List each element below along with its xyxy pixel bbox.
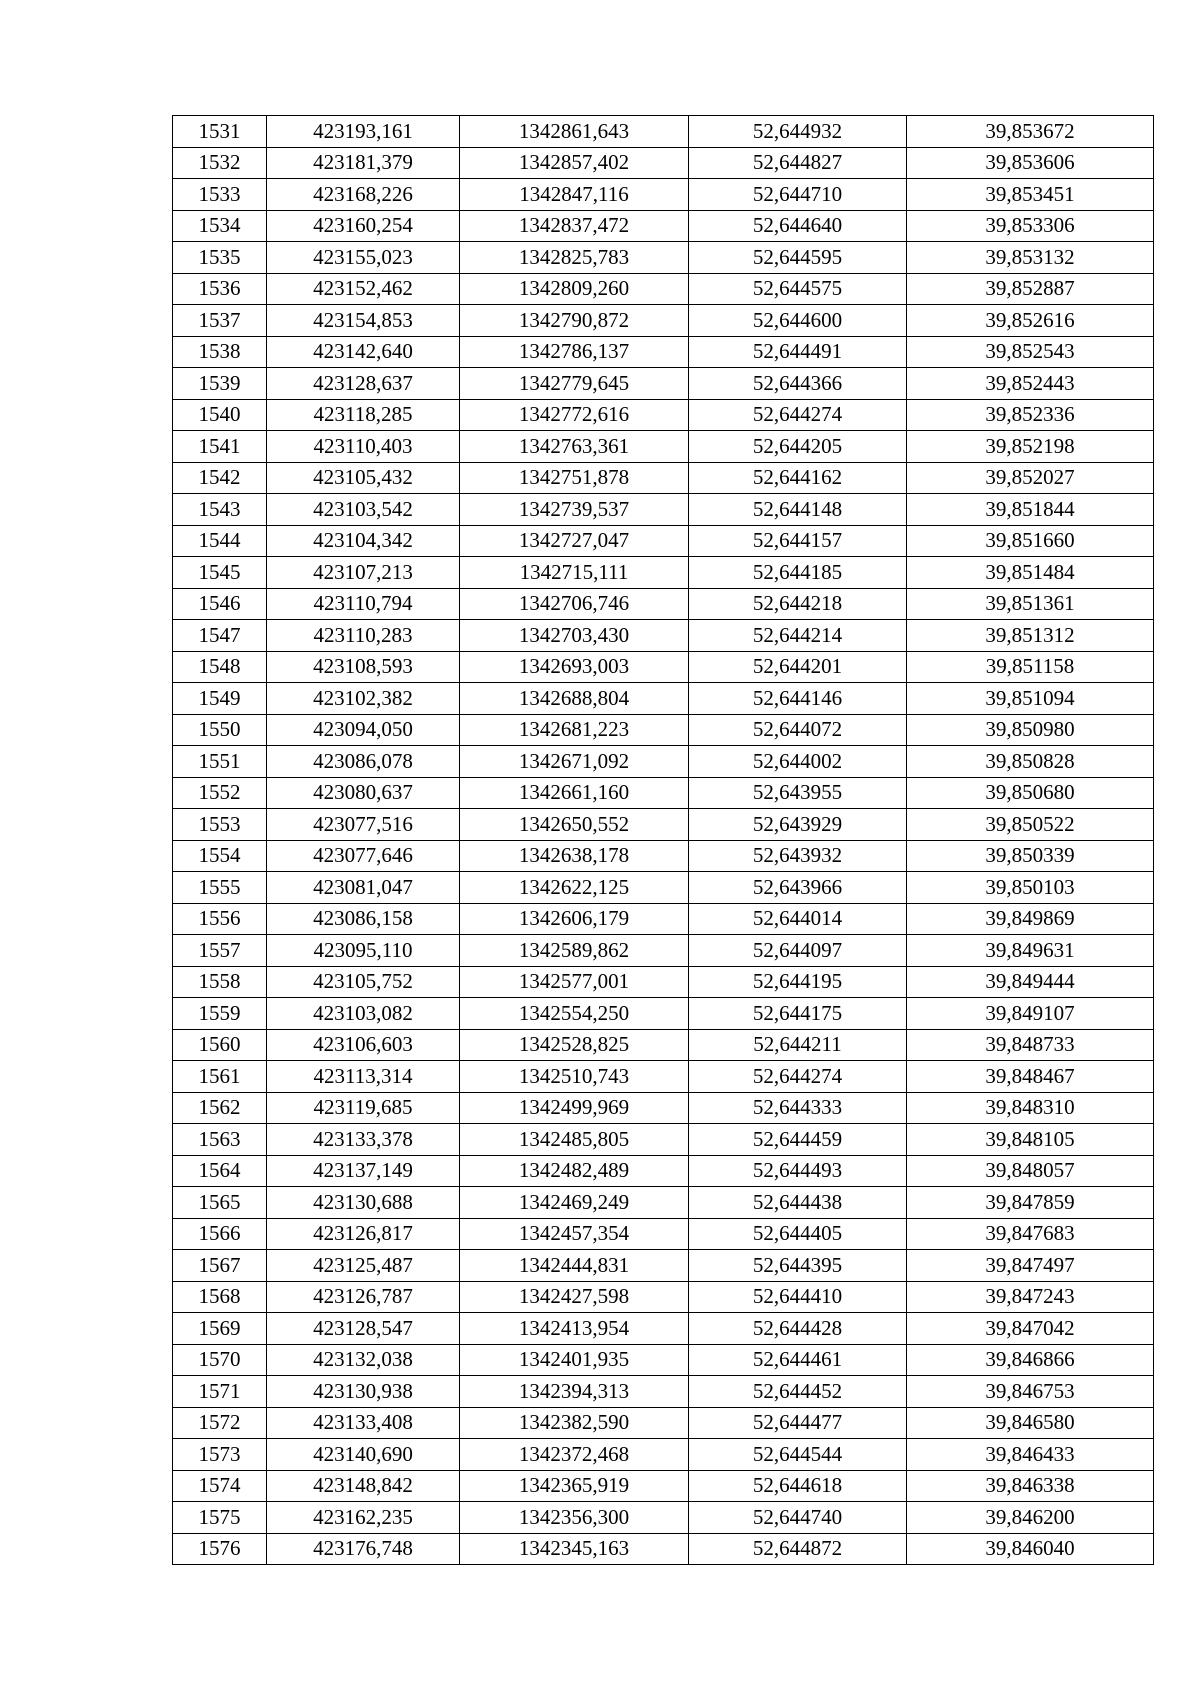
point-number-cell: 1550	[173, 714, 267, 746]
x-coordinate-cell: 423094,050	[267, 714, 460, 746]
table-row	[173, 1313, 1154, 1345]
x-coordinate-cell: 423148,842	[267, 1470, 460, 1502]
x-coordinate-cell: 423130,938	[267, 1376, 460, 1408]
latitude-cell: 52,644162	[689, 462, 907, 494]
longitude-cell: 39,851094	[907, 683, 1154, 715]
y-coordinate-cell: 1342661,160	[460, 777, 689, 809]
point-number-cell: 1548	[173, 651, 267, 683]
longitude-cell: 39,851484	[907, 557, 1154, 589]
latitude-cell: 52,644214	[689, 620, 907, 652]
longitude-cell: 39,852198	[907, 431, 1154, 463]
longitude-cell: 39,849107	[907, 998, 1154, 1030]
latitude-cell: 52,644072	[689, 714, 907, 746]
x-coordinate-cell: 423126,817	[267, 1218, 460, 1250]
x-coordinate-cell: 423105,432	[267, 462, 460, 494]
x-coordinate-cell: 423102,382	[267, 683, 460, 715]
longitude-cell: 39,847042	[907, 1313, 1154, 1345]
table-row	[173, 777, 1154, 809]
longitude-cell: 39,850680	[907, 777, 1154, 809]
longitude-cell: 39,852543	[907, 336, 1154, 368]
y-coordinate-cell: 1342693,003	[460, 651, 689, 683]
longitude-cell: 39,852616	[907, 305, 1154, 337]
longitude-cell: 39,852887	[907, 273, 1154, 305]
table-row	[173, 462, 1154, 494]
point-number-cell: 1551	[173, 746, 267, 778]
y-coordinate-cell: 1342356,300	[460, 1502, 689, 1534]
latitude-cell: 52,644148	[689, 494, 907, 526]
table-row	[173, 1029, 1154, 1061]
longitude-cell: 39,853606	[907, 147, 1154, 179]
y-coordinate-cell: 1342779,645	[460, 368, 689, 400]
latitude-cell: 52,644618	[689, 1470, 907, 1502]
longitude-cell: 39,847497	[907, 1250, 1154, 1282]
point-number-cell: 1564	[173, 1155, 267, 1187]
table-row	[173, 714, 1154, 746]
latitude-cell: 52,644410	[689, 1281, 907, 1313]
table-row	[173, 1376, 1154, 1408]
longitude-cell: 39,848467	[907, 1061, 1154, 1093]
longitude-cell: 39,851361	[907, 588, 1154, 620]
point-number-cell: 1538	[173, 336, 267, 368]
latitude-cell: 52,644477	[689, 1407, 907, 1439]
longitude-cell: 39,848310	[907, 1092, 1154, 1124]
x-coordinate-cell: 423137,149	[267, 1155, 460, 1187]
table-row	[173, 809, 1154, 841]
y-coordinate-cell: 1342469,249	[460, 1187, 689, 1219]
y-coordinate-cell: 1342688,804	[460, 683, 689, 715]
latitude-cell: 52,644146	[689, 683, 907, 715]
y-coordinate-cell: 1342786,137	[460, 336, 689, 368]
table-row	[173, 210, 1154, 242]
longitude-cell: 39,847683	[907, 1218, 1154, 1250]
y-coordinate-cell: 1342751,878	[460, 462, 689, 494]
y-coordinate-cell: 1342638,178	[460, 840, 689, 872]
longitude-cell: 39,850980	[907, 714, 1154, 746]
x-coordinate-cell: 423126,787	[267, 1281, 460, 1313]
x-coordinate-cell: 423128,547	[267, 1313, 460, 1345]
latitude-cell: 52,644175	[689, 998, 907, 1030]
latitude-cell: 52,644201	[689, 651, 907, 683]
longitude-cell: 39,849869	[907, 903, 1154, 935]
longitude-cell: 39,852336	[907, 399, 1154, 431]
longitude-cell: 39,853132	[907, 242, 1154, 274]
x-coordinate-cell: 423107,213	[267, 557, 460, 589]
y-coordinate-cell: 1342825,783	[460, 242, 689, 274]
x-coordinate-cell: 423140,690	[267, 1439, 460, 1471]
table-row	[173, 1281, 1154, 1313]
longitude-cell: 39,850828	[907, 746, 1154, 778]
longitude-cell: 39,848733	[907, 1029, 1154, 1061]
longitude-cell: 39,849444	[907, 966, 1154, 998]
latitude-cell: 52,644493	[689, 1155, 907, 1187]
point-number-cell: 1549	[173, 683, 267, 715]
y-coordinate-cell: 1342427,598	[460, 1281, 689, 1313]
y-coordinate-cell: 1342727,047	[460, 525, 689, 557]
y-coordinate-cell: 1342528,825	[460, 1029, 689, 1061]
table-row	[173, 620, 1154, 652]
y-coordinate-cell: 1342372,468	[460, 1439, 689, 1471]
y-coordinate-cell: 1342577,001	[460, 966, 689, 998]
point-number-cell: 1571	[173, 1376, 267, 1408]
point-number-cell: 1554	[173, 840, 267, 872]
y-coordinate-cell: 1342482,489	[460, 1155, 689, 1187]
x-coordinate-cell: 423176,748	[267, 1533, 460, 1565]
y-coordinate-cell: 1342365,919	[460, 1470, 689, 1502]
latitude-cell: 52,643932	[689, 840, 907, 872]
latitude-cell: 52,644333	[689, 1092, 907, 1124]
point-number-cell: 1535	[173, 242, 267, 274]
point-number-cell: 1559	[173, 998, 267, 1030]
point-number-cell: 1567	[173, 1250, 267, 1282]
latitude-cell: 52,644157	[689, 525, 907, 557]
y-coordinate-cell: 1342857,402	[460, 147, 689, 179]
table-row	[173, 1250, 1154, 1282]
latitude-cell: 52,644710	[689, 179, 907, 211]
y-coordinate-cell: 1342589,862	[460, 935, 689, 967]
table-row	[173, 1092, 1154, 1124]
table-row	[173, 1344, 1154, 1376]
y-coordinate-cell: 1342510,743	[460, 1061, 689, 1093]
longitude-cell: 39,851312	[907, 620, 1154, 652]
latitude-cell: 52,644600	[689, 305, 907, 337]
table-row	[173, 935, 1154, 967]
latitude-cell: 52,644014	[689, 903, 907, 935]
point-number-cell: 1542	[173, 462, 267, 494]
longitude-cell: 39,852443	[907, 368, 1154, 400]
longitude-cell: 39,846866	[907, 1344, 1154, 1376]
table-row	[173, 273, 1154, 305]
x-coordinate-cell: 423103,542	[267, 494, 460, 526]
point-number-cell: 1539	[173, 368, 267, 400]
point-number-cell: 1572	[173, 1407, 267, 1439]
x-coordinate-cell: 423105,752	[267, 966, 460, 998]
x-coordinate-cell: 423106,603	[267, 1029, 460, 1061]
x-coordinate-cell: 423133,408	[267, 1407, 460, 1439]
table-row	[173, 494, 1154, 526]
latitude-cell: 52,644185	[689, 557, 907, 589]
longitude-cell: 39,846753	[907, 1376, 1154, 1408]
x-coordinate-cell: 423128,637	[267, 368, 460, 400]
y-coordinate-cell: 1342413,954	[460, 1313, 689, 1345]
longitude-cell: 39,852027	[907, 462, 1154, 494]
x-coordinate-cell: 423086,078	[267, 746, 460, 778]
longitude-cell: 39,847243	[907, 1281, 1154, 1313]
x-coordinate-cell: 423110,403	[267, 431, 460, 463]
longitude-cell: 39,851844	[907, 494, 1154, 526]
x-coordinate-cell: 423080,637	[267, 777, 460, 809]
table-row	[173, 525, 1154, 557]
latitude-cell: 52,644366	[689, 368, 907, 400]
longitude-cell: 39,847859	[907, 1187, 1154, 1219]
x-coordinate-cell: 423118,285	[267, 399, 460, 431]
point-number-cell: 1560	[173, 1029, 267, 1061]
table-row	[173, 368, 1154, 400]
point-number-cell: 1561	[173, 1061, 267, 1093]
point-number-cell: 1536	[173, 273, 267, 305]
y-coordinate-cell: 1342345,163	[460, 1533, 689, 1565]
y-coordinate-cell: 1342837,472	[460, 210, 689, 242]
longitude-cell: 39,850339	[907, 840, 1154, 872]
x-coordinate-cell: 423133,378	[267, 1124, 460, 1156]
x-coordinate-cell: 423152,462	[267, 273, 460, 305]
y-coordinate-cell: 1342485,805	[460, 1124, 689, 1156]
latitude-cell: 52,644595	[689, 242, 907, 274]
point-number-cell: 1576	[173, 1533, 267, 1565]
y-coordinate-cell: 1342706,746	[460, 588, 689, 620]
latitude-cell: 52,644274	[689, 399, 907, 431]
y-coordinate-cell: 1342499,969	[460, 1092, 689, 1124]
point-number-cell: 1573	[173, 1439, 267, 1471]
y-coordinate-cell: 1342703,430	[460, 620, 689, 652]
latitude-cell: 52,644575	[689, 273, 907, 305]
table-row	[173, 840, 1154, 872]
latitude-cell: 52,644827	[689, 147, 907, 179]
x-coordinate-cell: 423110,794	[267, 588, 460, 620]
table-row	[173, 147, 1154, 179]
latitude-cell: 52,644428	[689, 1313, 907, 1345]
longitude-cell: 39,851660	[907, 525, 1154, 557]
x-coordinate-cell: 423154,853	[267, 305, 460, 337]
x-coordinate-cell: 423132,038	[267, 1344, 460, 1376]
latitude-cell: 52,644438	[689, 1187, 907, 1219]
point-number-cell: 1541	[173, 431, 267, 463]
longitude-cell: 39,850522	[907, 809, 1154, 841]
latitude-cell: 52,643929	[689, 809, 907, 841]
table-row	[173, 116, 1154, 148]
x-coordinate-cell: 423086,158	[267, 903, 460, 935]
x-coordinate-cell: 423125,487	[267, 1250, 460, 1282]
table-row	[173, 1061, 1154, 1093]
longitude-cell: 39,846040	[907, 1533, 1154, 1565]
point-number-cell: 1570	[173, 1344, 267, 1376]
coordinates-table	[172, 115, 1154, 1565]
x-coordinate-cell: 423155,023	[267, 242, 460, 274]
longitude-cell: 39,850103	[907, 872, 1154, 904]
y-coordinate-cell: 1342457,354	[460, 1218, 689, 1250]
latitude-cell: 52,644459	[689, 1124, 907, 1156]
x-coordinate-cell: 423077,516	[267, 809, 460, 841]
x-coordinate-cell: 423181,379	[267, 147, 460, 179]
x-coordinate-cell: 423130,688	[267, 1187, 460, 1219]
latitude-cell: 52,644544	[689, 1439, 907, 1471]
latitude-cell: 52,644211	[689, 1029, 907, 1061]
y-coordinate-cell: 1342606,179	[460, 903, 689, 935]
table-row	[173, 966, 1154, 998]
x-coordinate-cell: 423108,593	[267, 651, 460, 683]
latitude-cell: 52,644405	[689, 1218, 907, 1250]
x-coordinate-cell: 423193,161	[267, 116, 460, 148]
point-number-cell: 1562	[173, 1092, 267, 1124]
x-coordinate-cell: 423110,283	[267, 620, 460, 652]
table-row	[173, 651, 1154, 683]
x-coordinate-cell: 423162,235	[267, 1502, 460, 1534]
y-coordinate-cell: 1342394,313	[460, 1376, 689, 1408]
longitude-cell: 39,853672	[907, 116, 1154, 148]
x-coordinate-cell: 423081,047	[267, 872, 460, 904]
latitude-cell: 52,644395	[689, 1250, 907, 1282]
table-row	[173, 1218, 1154, 1250]
table-row	[173, 683, 1154, 715]
table-row	[173, 1533, 1154, 1565]
point-number-cell: 1533	[173, 179, 267, 211]
point-number-cell: 1540	[173, 399, 267, 431]
point-number-cell: 1544	[173, 525, 267, 557]
latitude-cell: 52,644218	[689, 588, 907, 620]
x-coordinate-cell: 423168,226	[267, 179, 460, 211]
y-coordinate-cell: 1342790,872	[460, 305, 689, 337]
table-row	[173, 588, 1154, 620]
x-coordinate-cell: 423142,640	[267, 336, 460, 368]
table-row	[173, 179, 1154, 211]
latitude-cell: 52,644872	[689, 1533, 907, 1565]
longitude-cell: 39,846338	[907, 1470, 1154, 1502]
point-number-cell: 1547	[173, 620, 267, 652]
table-row	[173, 557, 1154, 589]
x-coordinate-cell: 423103,082	[267, 998, 460, 1030]
y-coordinate-cell: 1342650,552	[460, 809, 689, 841]
y-coordinate-cell: 1342739,537	[460, 494, 689, 526]
point-number-cell: 1532	[173, 147, 267, 179]
table-row	[173, 998, 1154, 1030]
x-coordinate-cell: 423077,646	[267, 840, 460, 872]
longitude-cell: 39,846433	[907, 1439, 1154, 1471]
latitude-cell: 52,644274	[689, 1061, 907, 1093]
x-coordinate-cell: 423160,254	[267, 210, 460, 242]
y-coordinate-cell: 1342763,361	[460, 431, 689, 463]
point-number-cell: 1556	[173, 903, 267, 935]
point-number-cell: 1574	[173, 1470, 267, 1502]
y-coordinate-cell: 1342444,831	[460, 1250, 689, 1282]
longitude-cell: 39,849631	[907, 935, 1154, 967]
latitude-cell: 52,644452	[689, 1376, 907, 1408]
y-coordinate-cell: 1342809,260	[460, 273, 689, 305]
y-coordinate-cell: 1342554,250	[460, 998, 689, 1030]
table-row	[173, 1470, 1154, 1502]
table-row	[173, 431, 1154, 463]
longitude-cell: 39,851158	[907, 651, 1154, 683]
table-row	[173, 1124, 1154, 1156]
y-coordinate-cell: 1342382,590	[460, 1407, 689, 1439]
latitude-cell: 52,644640	[689, 210, 907, 242]
point-number-cell: 1546	[173, 588, 267, 620]
point-number-cell: 1563	[173, 1124, 267, 1156]
table-row	[173, 1502, 1154, 1534]
latitude-cell: 52,643955	[689, 777, 907, 809]
point-number-cell: 1537	[173, 305, 267, 337]
y-coordinate-cell: 1342401,935	[460, 1344, 689, 1376]
latitude-cell: 52,644097	[689, 935, 907, 967]
longitude-cell: 39,848105	[907, 1124, 1154, 1156]
point-number-cell: 1553	[173, 809, 267, 841]
longitude-cell: 39,853451	[907, 179, 1154, 211]
x-coordinate-cell: 423095,110	[267, 935, 460, 967]
table-row	[173, 1439, 1154, 1471]
y-coordinate-cell: 1342772,616	[460, 399, 689, 431]
table-row	[173, 305, 1154, 337]
point-number-cell: 1569	[173, 1313, 267, 1345]
y-coordinate-cell: 1342861,643	[460, 116, 689, 148]
latitude-cell: 52,644932	[689, 116, 907, 148]
point-number-cell: 1552	[173, 777, 267, 809]
longitude-cell: 39,848057	[907, 1155, 1154, 1187]
latitude-cell: 52,644461	[689, 1344, 907, 1376]
coordinates-table-body	[173, 116, 1154, 1565]
latitude-cell: 52,644205	[689, 431, 907, 463]
point-number-cell: 1534	[173, 210, 267, 242]
longitude-cell: 39,846580	[907, 1407, 1154, 1439]
point-number-cell: 1575	[173, 1502, 267, 1534]
latitude-cell: 52,643966	[689, 872, 907, 904]
y-coordinate-cell: 1342671,092	[460, 746, 689, 778]
point-number-cell: 1555	[173, 872, 267, 904]
point-number-cell: 1543	[173, 494, 267, 526]
table-row	[173, 746, 1154, 778]
point-number-cell: 1531	[173, 116, 267, 148]
x-coordinate-cell: 423104,342	[267, 525, 460, 557]
point-number-cell: 1557	[173, 935, 267, 967]
table-row	[173, 1407, 1154, 1439]
latitude-cell: 52,644195	[689, 966, 907, 998]
table-row	[173, 872, 1154, 904]
table-row	[173, 1187, 1154, 1219]
y-coordinate-cell: 1342715,111	[460, 557, 689, 589]
longitude-cell: 39,853306	[907, 210, 1154, 242]
table-row	[173, 1155, 1154, 1187]
point-number-cell: 1566	[173, 1218, 267, 1250]
latitude-cell: 52,644491	[689, 336, 907, 368]
table-row	[173, 399, 1154, 431]
point-number-cell: 1558	[173, 966, 267, 998]
latitude-cell: 52,644002	[689, 746, 907, 778]
point-number-cell: 1568	[173, 1281, 267, 1313]
y-coordinate-cell: 1342681,223	[460, 714, 689, 746]
table-row	[173, 903, 1154, 935]
table-row	[173, 242, 1154, 274]
table-row	[173, 336, 1154, 368]
x-coordinate-cell: 423119,685	[267, 1092, 460, 1124]
point-number-cell: 1565	[173, 1187, 267, 1219]
x-coordinate-cell: 423113,314	[267, 1061, 460, 1093]
y-coordinate-cell: 1342847,116	[460, 179, 689, 211]
latitude-cell: 52,644740	[689, 1502, 907, 1534]
longitude-cell: 39,846200	[907, 1502, 1154, 1534]
point-number-cell: 1545	[173, 557, 267, 589]
y-coordinate-cell: 1342622,125	[460, 872, 689, 904]
